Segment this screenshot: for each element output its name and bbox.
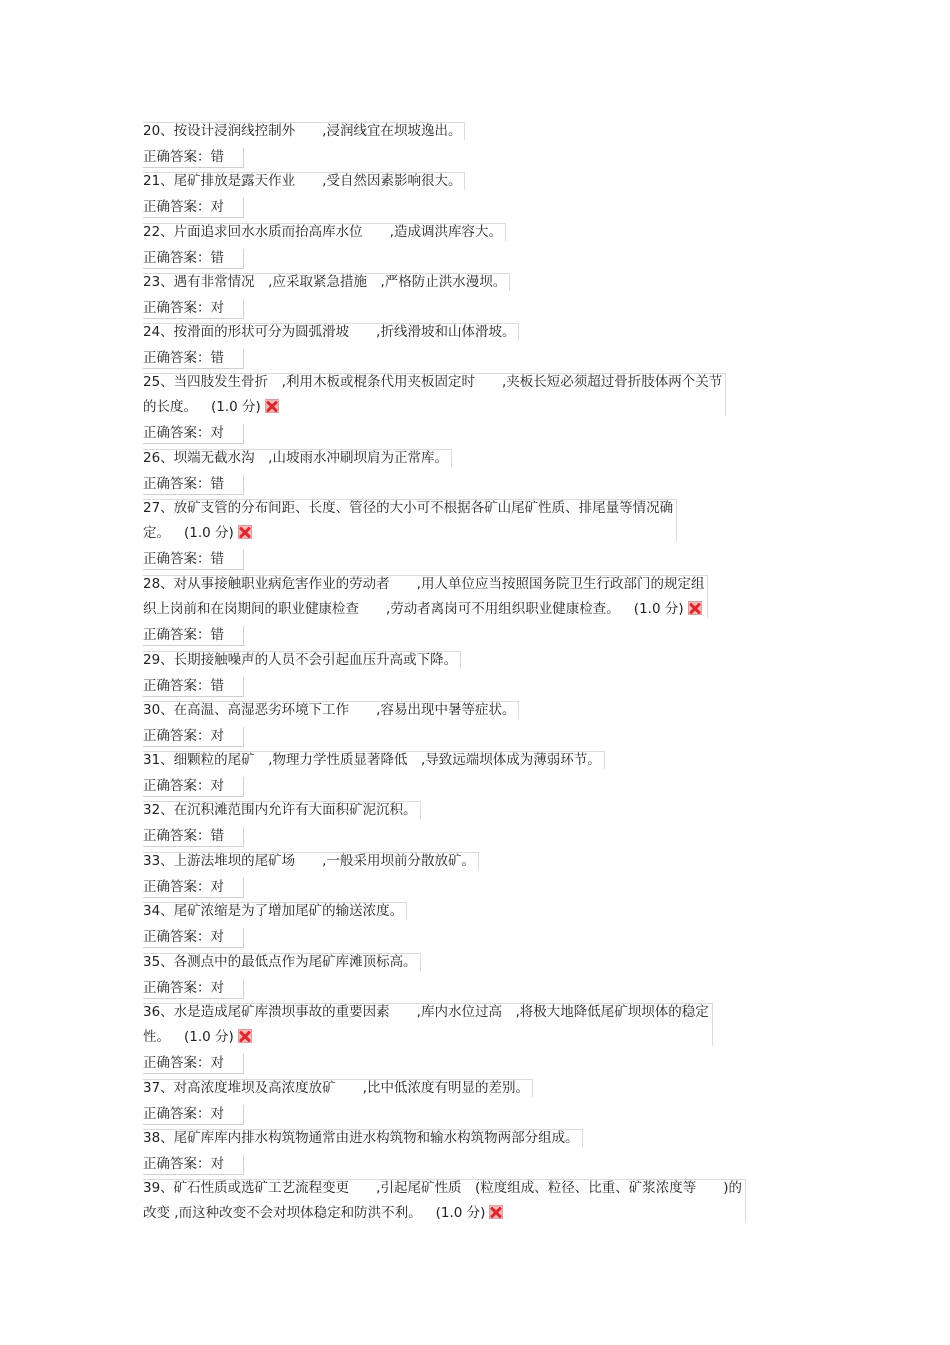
correct-answer-33 xyxy=(143,878,244,898)
answer-value: 对 xyxy=(210,425,224,441)
correct-answer-32 xyxy=(143,827,244,847)
question-text: 34、尾矿浓缩是为了增加尾矿的输送浓度。 xyxy=(143,903,404,919)
question-text: 28、对从事接触职业病危害作业的劳动者 ,用人单位应当按照国务院卫生行政部门的规定组 xyxy=(143,576,705,592)
correct-answer-31 xyxy=(143,777,244,797)
question-text-continued: 性。 xyxy=(143,1029,170,1045)
question-24 xyxy=(143,323,519,341)
question-text-continued: 织上岗前和在岗期间的职业健康检查 ,劳动者离岗可不用组织职业健康检查。 xyxy=(143,601,620,617)
correct-answer-24 xyxy=(143,349,244,369)
answer-value: 错 xyxy=(210,149,224,165)
answer-label: 正确答案： xyxy=(143,929,211,945)
correct-answer-27 xyxy=(143,550,244,570)
question-38 xyxy=(143,1129,583,1147)
answer-label: 正确答案： xyxy=(143,476,211,492)
answer-value: 错 xyxy=(210,250,224,266)
question-text: 24、按滑面的形状可分为圆弧滑坡 ,折线滑坡和山体滑坡。 xyxy=(143,324,516,340)
question-text: 26、坝端无截水沟 ,山坡雨水冲刷坝肩为正常库。 xyxy=(143,450,448,466)
answer-label: 正确答案： xyxy=(143,425,211,441)
question-text-continued: 定。 xyxy=(143,525,170,541)
answer-value: 对 xyxy=(210,778,224,794)
correct-answer-28 xyxy=(143,626,244,646)
correct-answer-34 xyxy=(143,928,244,948)
question-25 xyxy=(143,373,726,416)
question-22 xyxy=(143,223,506,241)
answer-label: 正确答案： xyxy=(143,551,211,567)
question-34 xyxy=(143,902,407,920)
score-label: (1.0 分) xyxy=(435,1205,486,1221)
answer-value: 对 xyxy=(210,1156,224,1172)
answer-value: 错 xyxy=(210,627,224,643)
question-text: 38、尾矿库库内排水构筑物通常由进水构筑物和输水构筑物两部分组成。 xyxy=(143,1130,579,1146)
question-text: 22、片面追求回水水质而抬高库水位 ,造成调洪库容大。 xyxy=(143,224,502,240)
question-27 xyxy=(143,499,677,542)
question-text: 39、矿石性质或选矿工艺流程变更 ,引起尾矿性质 (粒度组成、粒径、比重、矿浆浓度等 )的 xyxy=(143,1180,743,1196)
answer-label: 正确答案： xyxy=(143,1106,211,1122)
question-20 xyxy=(143,122,465,140)
answer-value: 错 xyxy=(210,678,224,694)
wrong-mark-icon xyxy=(265,399,279,413)
correct-answer-38 xyxy=(143,1155,244,1175)
answer-value: 对 xyxy=(210,728,224,744)
score-label: (1.0 分) xyxy=(184,1029,234,1045)
correct-answer-23 xyxy=(143,299,244,319)
question-text: 30、在高温、高湿恶劣环境下工作 ,容易出现中暑等症状。 xyxy=(143,702,516,718)
wrong-mark-icon xyxy=(238,525,252,539)
question-text: 36、水是造成尾矿库溃坝事故的重要因素 ,库内水位过高 ,将极大地降低尾矿坝坝体的稳定 xyxy=(143,1004,709,1020)
answer-label: 正确答案： xyxy=(143,980,211,996)
question-text: 21、尾矿排放是露天作业 ,受自然因素影响很大。 xyxy=(143,173,462,189)
question-37 xyxy=(143,1079,533,1097)
answer-label: 正确答案： xyxy=(143,250,211,266)
answer-value: 错 xyxy=(210,350,224,366)
answer-value: 对 xyxy=(210,300,224,316)
question-text-continued: 的长度。 xyxy=(143,399,197,415)
question-21 xyxy=(143,172,465,190)
correct-answer-30 xyxy=(143,727,244,747)
question-text: 27、放矿支管的分布间距、长度、管径的大小可不根据各矿山尾矿性质、排尾量等情况确 xyxy=(143,500,674,516)
question-text: 20、按设计浸润线控制外 ,浸润线宜在坝坡逸出。 xyxy=(143,123,462,139)
answer-label: 正确答案： xyxy=(143,828,211,844)
correct-answer-37 xyxy=(143,1105,244,1125)
answer-label: 正确答案： xyxy=(143,300,211,316)
question-35 xyxy=(143,953,421,971)
answer-label: 正确答案： xyxy=(143,728,211,744)
answer-label: 正确答案： xyxy=(143,199,211,215)
question-26 xyxy=(143,449,452,467)
answer-label: 正确答案： xyxy=(143,1156,211,1172)
score-label: (1.0 分) xyxy=(184,525,234,541)
question-text: 32、在沉积滩范围内允许有大面积矿泥沉积。 xyxy=(143,802,417,818)
correct-answer-35 xyxy=(143,979,244,999)
question-30 xyxy=(143,701,519,719)
question-text: 35、各测点中的最低点作为尾矿库滩顶标高。 xyxy=(143,954,417,970)
question-39 xyxy=(143,1179,746,1222)
answer-value: 错 xyxy=(210,828,224,844)
answer-value: 对 xyxy=(210,1106,224,1122)
question-23 xyxy=(143,273,510,291)
answer-label: 正确答案： xyxy=(143,1055,211,1071)
correct-answer-25 xyxy=(143,424,244,444)
answer-label: 正确答案： xyxy=(143,879,211,895)
question-33 xyxy=(143,852,479,870)
wrong-mark-icon xyxy=(688,601,702,615)
question-28 xyxy=(143,575,708,618)
correct-answer-22 xyxy=(143,249,244,269)
correct-answer-26 xyxy=(143,475,244,495)
question-text-continued: 改变 ,而这种改变不会对坝体稳定和防洪不利。 xyxy=(143,1205,422,1221)
question-text: 29、长期接触噪声的人员不会引起血压升高或下降。 xyxy=(143,652,458,668)
answer-label: 正确答案： xyxy=(143,149,211,165)
question-text: 31、细颗粒的尾矿 ,物理力学性质显著降低 ,导致远端坝体成为薄弱环节。 xyxy=(143,752,601,768)
correct-answer-36 xyxy=(143,1054,244,1074)
answer-label: 正确答案： xyxy=(143,350,211,366)
answer-value: 对 xyxy=(210,929,224,945)
score-label: (1.0 分) xyxy=(211,399,261,415)
correct-answer-29 xyxy=(143,677,244,697)
question-text: 23、遇有非常情况 ,应采取紧急措施 ,严格防止洪水漫坝。 xyxy=(143,274,507,290)
answer-value: 对 xyxy=(210,879,224,895)
question-29 xyxy=(143,651,461,669)
question-text: 37、对高浓度堆坝及高浓度放矿 ,比中低浓度有明显的差别。 xyxy=(143,1080,529,1096)
question-36 xyxy=(143,1003,713,1046)
wrong-mark-icon xyxy=(489,1205,503,1219)
correct-answer-21 xyxy=(143,198,244,218)
score-label: (1.0 分) xyxy=(633,601,684,617)
question-text: 33、上游法堆坝的尾矿场 ,一般采用坝前分散放矿。 xyxy=(143,853,475,869)
answer-value: 对 xyxy=(210,199,224,215)
answer-value: 对 xyxy=(210,980,224,996)
answer-value: 错 xyxy=(210,551,224,567)
correct-answer-20 xyxy=(143,148,244,168)
answer-label: 正确答案： xyxy=(143,627,211,643)
question-32 xyxy=(143,801,421,819)
answer-value: 错 xyxy=(210,476,224,492)
question-31 xyxy=(143,751,605,769)
answer-label: 正确答案： xyxy=(143,778,211,794)
answer-value: 对 xyxy=(210,1055,224,1071)
answer-label: 正确答案： xyxy=(143,678,211,694)
question-text: 25、当四肢发生骨折 ,利用木板或棍条代用夹板固定时 ,夹板长短必须超过骨折肢体两个关节 xyxy=(143,374,723,390)
wrong-mark-icon xyxy=(238,1029,252,1043)
